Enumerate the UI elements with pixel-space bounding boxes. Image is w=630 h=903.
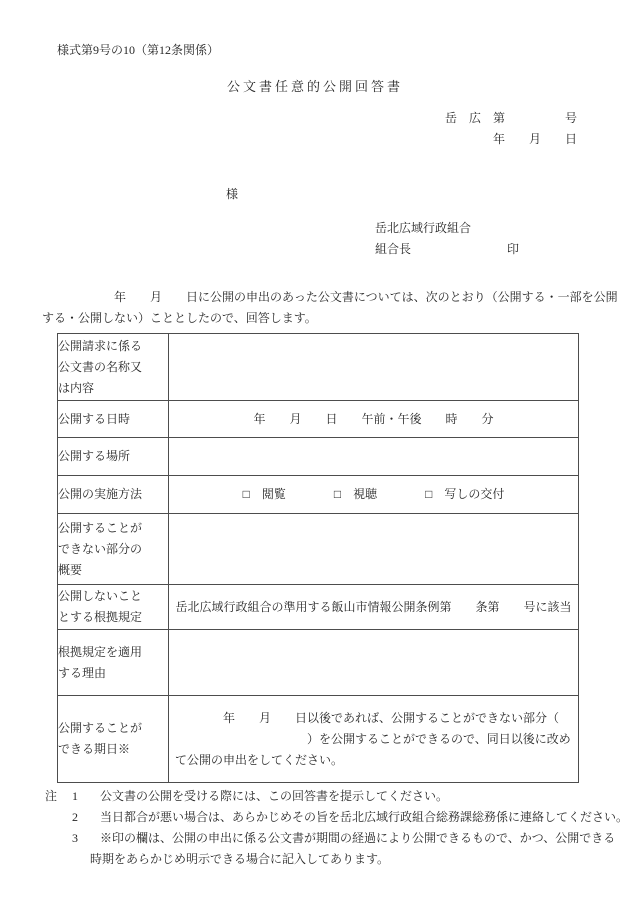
checkbox-label: 視聴: [353, 487, 378, 501]
note-marker: [45, 807, 72, 828]
row-label-basis-reason: 根拠規定を適用する理由: [58, 630, 169, 696]
note-item-1: [45, 786, 623, 807]
addressee-honorific: 様: [226, 187, 239, 201]
checkbox-label: 閲覧: [261, 487, 286, 501]
intro-paragraph: [42, 287, 622, 329]
notes-section: [45, 786, 629, 870]
row-value-disclosure-place: [169, 438, 579, 476]
issue-date-line: 年 月 日: [492, 132, 577, 146]
value-line: 年 月 日以後であれば、公開することができない部分（: [175, 710, 560, 725]
row-label-disclosure-method: 公開の実施方法: [58, 476, 169, 514]
note-marker: [45, 828, 72, 870]
row-value-disclosure-method: [169, 476, 579, 514]
note-marker: 注: [45, 789, 58, 803]
value-line: て公開の申出をしてください。: [175, 752, 344, 767]
sender-role: 組合長: [375, 242, 412, 256]
table-row: [58, 476, 579, 514]
row-label-disclosure-place: 公開する場所: [58, 438, 169, 476]
row-label-document-name: 公開請求に係る公文書の名称又は内容: [58, 334, 169, 401]
note-text: 時期をあらかじめ明示できる場合に記入してあります。: [90, 852, 390, 866]
row-label-disclosure-datetime: 公開する日時: [58, 401, 169, 438]
checkbox-icon: □: [333, 487, 342, 501]
row-value-disclosure-datetime: 年 月 日 午前・午後 時 分: [169, 401, 579, 438]
note-item-2: [45, 807, 629, 828]
note-number: 3: [72, 831, 78, 845]
table-row: [58, 585, 579, 630]
row-value-undisclosable-summary: [169, 514, 579, 585]
document-meta: [445, 108, 577, 150]
checkbox-icon: □: [242, 487, 250, 501]
row-value-basis-reason: [169, 630, 579, 696]
form-number: 様式第9号の10（第12条関係）: [57, 43, 220, 57]
row-value-disclosable-date: [169, 696, 579, 783]
note-text: 公文書の公開を受ける際には、この回答書を提示してください。: [100, 789, 449, 803]
row-label-undisclosable-summary: 公開することができない部分の概要: [58, 514, 169, 585]
issue-number-line: 岳 広 第 号: [444, 111, 577, 125]
option-listen: [334, 484, 377, 505]
table-row: [58, 630, 579, 696]
option-view: [243, 484, 286, 505]
note-text: 当日都合が悪い場合は、あらかじめその旨を岳北広域行政組合総務課総務係に連絡してください。: [100, 810, 629, 824]
intro-line: 年 月 日に公開の申出のあった公文書については、次のとおり（公開する・一部を公開: [42, 290, 618, 304]
checkbox-icon: □: [425, 487, 433, 501]
option-copy: [425, 484, 504, 505]
intro-line: する・公開しない）こととしたので、回答します。: [42, 311, 317, 325]
row-value-document-name: [169, 334, 579, 401]
note-number: 2: [72, 810, 78, 824]
table-row: [58, 696, 579, 783]
note-item-3: [45, 828, 623, 870]
seal-mark: 印: [506, 242, 519, 256]
page-title: 公文書任意的公開回答書: [226, 79, 403, 94]
value-line: ）を公開することができるので、同日以後に改め: [175, 731, 571, 746]
table-row: [58, 334, 579, 401]
row-label-legal-basis: 公開しないこととする根拠規定: [58, 585, 169, 630]
sender-organization: 岳北広域行政組合: [375, 221, 472, 235]
checkbox-label: 写しの交付: [444, 487, 505, 501]
disclosure-response-table: [57, 333, 579, 783]
sender-block: [375, 218, 519, 260]
table-row: [58, 401, 579, 438]
row-value-legal-basis: 岳北広域行政組合の準用する飯山市情報公開条例第 条第 号に該当: [169, 585, 579, 630]
note-number: 1: [72, 789, 78, 803]
table-row: [58, 514, 579, 585]
row-label-disclosable-date: 公開することができる期日※: [58, 696, 169, 783]
note-text: ※印の欄は、公開の申出に係る公文書が期間の経過により公開できるもので、かつ、公開できる: [100, 831, 616, 845]
table-row: [58, 438, 579, 476]
